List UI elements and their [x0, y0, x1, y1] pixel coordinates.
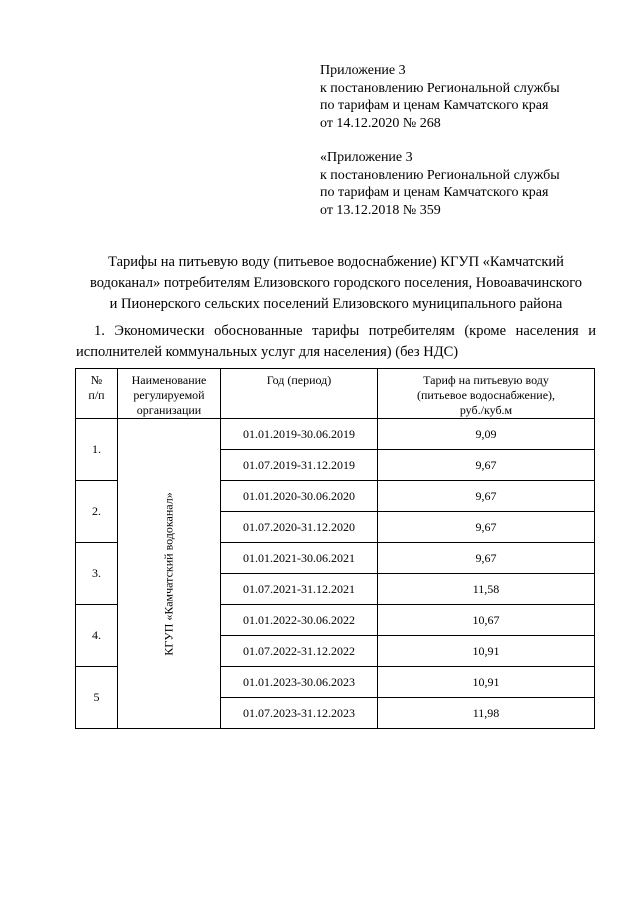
appendix-line: «Приложение 3 — [320, 150, 413, 165]
header-num: № п/п — [76, 369, 118, 419]
row-number: 5 — [76, 667, 118, 729]
header-period: Год (период) — [221, 369, 378, 419]
period-cell: 01.07.2019-31.12.2019 — [221, 450, 378, 481]
tariff-cell: 9,67 — [378, 543, 595, 574]
tariff-cell: 9,67 — [378, 512, 595, 543]
appendix-header-original — [320, 149, 560, 219]
period-cell: 01.07.2021-31.12.2021 — [221, 574, 378, 605]
appendix-line: Приложение 3 — [320, 63, 406, 78]
appendix-line: к постановлению Региональной службы — [320, 167, 560, 183]
paragraph-line: 1. Экономически обоснованные тарифы потребителям (кроме населения и — [94, 323, 596, 339]
table-header-row — [76, 369, 595, 419]
row-number: 3. — [76, 543, 118, 605]
period-cell: 01.01.2022-30.06.2022 — [221, 605, 378, 636]
tariff-cell: 11,58 — [378, 574, 595, 605]
appendix-header-current — [320, 62, 560, 132]
tariff-cell: 10,91 — [378, 667, 595, 698]
period-cell: 01.07.2023-31.12.2023 — [221, 698, 378, 729]
organization-name: КГУП «Камчатский водоканал» — [161, 491, 176, 656]
tariff-cell: 9,67 — [378, 450, 595, 481]
period-cell: 01.01.2020-30.06.2020 — [221, 481, 378, 512]
title-line: водоканал» потребителям Елизовского городского поселения, Новоавачинского — [89, 275, 583, 291]
tariff-cell: 9,09 — [378, 419, 595, 450]
paragraph-line: исполнителей коммунальных услуг для населения) (без НДС) — [76, 344, 459, 360]
row-number: 2. — [76, 481, 118, 543]
document-title — [76, 252, 596, 315]
period-cell: 01.01.2019-30.06.2019 — [221, 419, 378, 450]
tariff-cell: 11,98 — [378, 698, 595, 729]
appendix-line: к постановлению Региональной службы — [320, 80, 560, 96]
period-cell: 01.01.2021-30.06.2021 — [221, 543, 378, 574]
table-row — [76, 419, 595, 450]
tariff-cell: 10,91 — [378, 636, 595, 667]
title-line: Тарифы на питьевую воду (питьевое водоснабжение) КГУП «Камчатский — [108, 254, 564, 270]
appendix-line: от 14.12.2020 № 268 — [320, 115, 441, 131]
title-line: и Пионерского сельских поселений Елизовского муниципального района — [109, 296, 563, 312]
tariff-table — [75, 368, 595, 729]
appendix-line: от 13.12.2018 № 359 — [320, 202, 441, 218]
organization-cell — [118, 419, 221, 729]
tariff-cell: 9,67 — [378, 481, 595, 512]
row-number: 4. — [76, 605, 118, 667]
period-cell: 01.07.2022-31.12.2022 — [221, 636, 378, 667]
header-tariff: Тариф на питьевую воду (питьевое водоснабжение), руб./куб.м — [378, 369, 595, 419]
row-number: 1. — [76, 419, 118, 481]
period-cell: 01.01.2023-30.06.2023 — [221, 667, 378, 698]
section-paragraph — [76, 321, 596, 363]
tariff-cell: 10,67 — [378, 605, 595, 636]
period-cell: 01.07.2020-31.12.2020 — [221, 512, 378, 543]
appendix-line: по тарифам и ценам Камчатского края — [320, 98, 549, 113]
header-organization: Наименование регулируемой организации — [118, 369, 221, 419]
appendix-line: по тарифам и ценам Камчатского края — [320, 185, 549, 200]
